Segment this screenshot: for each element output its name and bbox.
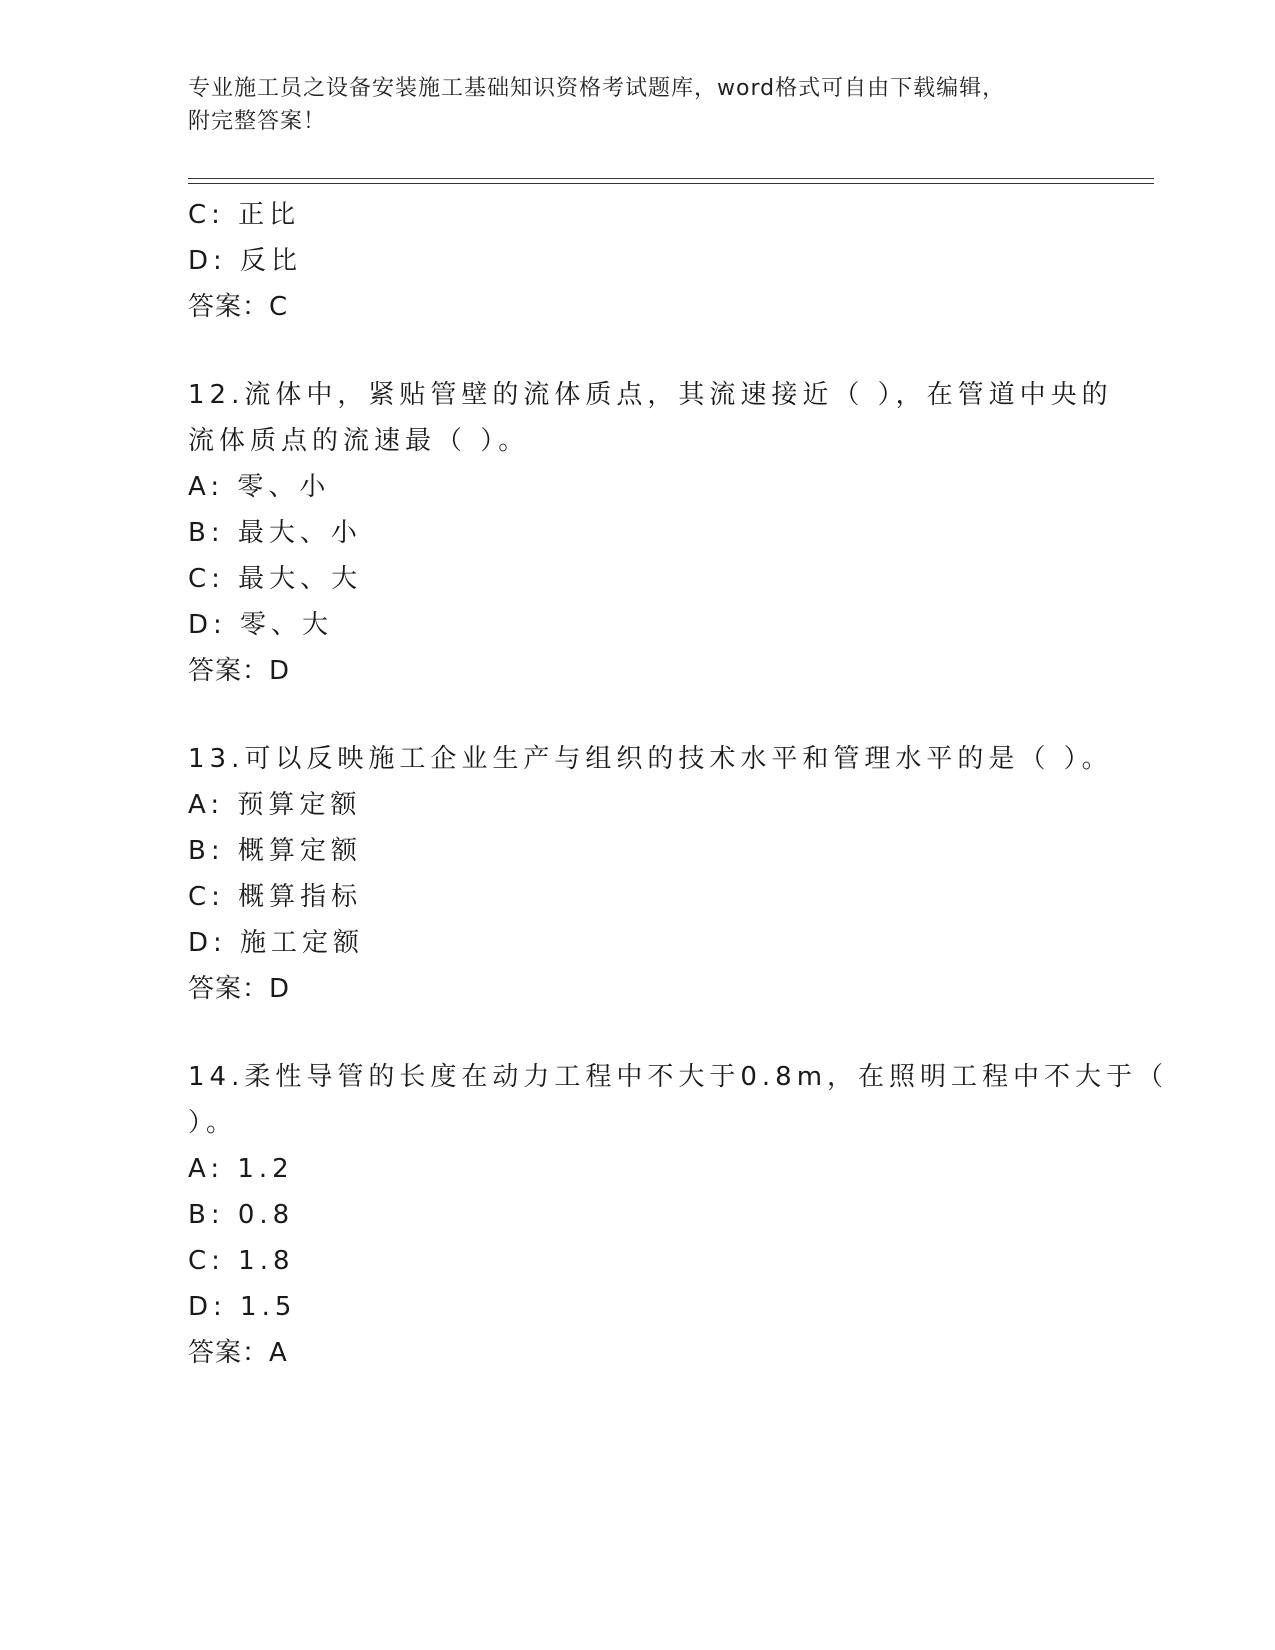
option-c: C: 概算指标 — [188, 882, 363, 912]
option-c: C: 1.8 — [188, 1246, 295, 1276]
option-a: A: 预算定额 — [188, 790, 362, 820]
option-b: B: 概算定额 — [188, 836, 362, 866]
question-11-tail — [188, 192, 1088, 330]
question-12 — [188, 372, 1113, 694]
question-stem: 12.流体中，紧贴管壁的流体质点，其流速接近（ ），在管道中央的 — [188, 380, 1113, 410]
header-divider-top — [188, 178, 1154, 179]
option-d: D: 施工定额 — [188, 928, 365, 958]
header-divider-bottom — [188, 183, 1154, 184]
question-list — [188, 192, 1169, 1376]
answer: 答案：A — [188, 1338, 288, 1368]
answer: 答案：D — [188, 656, 291, 686]
spacer — [188, 330, 1088, 372]
option-c: C: 正比 — [188, 200, 301, 230]
header-line-2: 附完整答案！ — [188, 109, 327, 134]
question-stem: 13.可以反映施工企业生产与组织的技术水平和管理水平的是（ ）。 — [188, 744, 1113, 774]
spacer — [188, 694, 1088, 736]
answer: 答案：D — [188, 974, 291, 1004]
header-line-1: 专业施工员之设备安装施工基础知识资格考试题库，word格式可自由下载编辑， — [188, 76, 1006, 101]
option-a: A: 1.2 — [188, 1154, 294, 1184]
question-stem: 14.柔性导管的长度在动力工程中不大于0.8m，在照明工程中不大于（ — [188, 1062, 1169, 1092]
option-b: B: 最大、小 — [188, 518, 362, 548]
option-b: B: 0.8 — [188, 1200, 295, 1230]
option-c: C: 最大、大 — [188, 564, 363, 594]
answer: 答案：C — [188, 292, 289, 322]
question-stem-continued: 流体质点的流速最（ ）。 — [188, 426, 530, 456]
option-d: D: 反比 — [188, 246, 303, 276]
option-d: D: 零、大 — [188, 610, 334, 640]
question-stem-continued: ）。 — [188, 1108, 238, 1138]
option-a: A: 零、小 — [188, 472, 331, 502]
spacer — [188, 1012, 1088, 1054]
document-header — [188, 72, 1068, 138]
question-13 — [188, 736, 1113, 1012]
option-d: D: 1.5 — [188, 1292, 297, 1322]
question-14 — [188, 1054, 1169, 1376]
